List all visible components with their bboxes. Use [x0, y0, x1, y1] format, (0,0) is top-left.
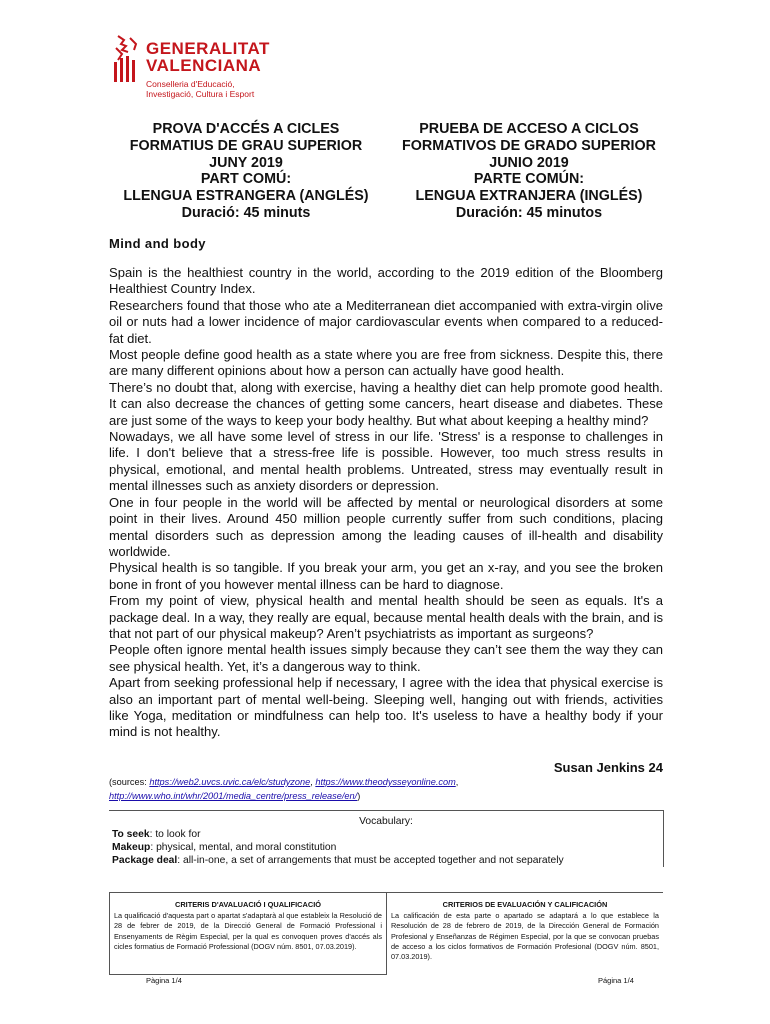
vocabulary-title: Vocabulary:	[359, 816, 413, 827]
section-title: Mind and body	[109, 236, 206, 251]
generalitat-emblem-icon	[112, 34, 142, 84]
paragraph: People often ignore mental health issues simply because they can’t see them the way they can see physical health. Yet, it’s a dangerous way to think.	[109, 642, 663, 674]
criteria-text: La calificación de esta parte o apartado se adaptará a lo que establece la Resolución de 28 de febrero de 2019, de la Dirección General de Formación Profesional y Enseñanzas de Régimen Especial, por la que se convocan pruebas de acceso a los ciclos formativos de Formación Profesional (DOGV núm. 8501, 07.03.2019).	[391, 911, 659, 962]
criteria-table	[109, 892, 663, 975]
criteria-text: La qualificació d'aquesta part o apartat s'adaptarà al que estableix la Resolució de 28 de febrer de 2019, de la Direcció General de Formació Professional i Ensenyaments de Règim Especial, per la qual es convoquen proves d'accés als cicles formatius de Formació Professional (DOGV núm. 8501, 07.03.2019).	[114, 911, 382, 951]
criteria-title: CRITERIOS DE EVALUACIÓN Y CALIFICACIÓN	[442, 900, 608, 909]
header-valencian: PROVA D'ACCÉS A CICLES FORMATIUS DE GRAU SUPERIOR JUNY 2019 PART COMÚ: LLENGUA ESTRANGERA (ANGLÉS) Duració: 45 minuts	[123, 121, 369, 221]
paragraph: Most people define good health as a state where you are free from sickness. Despite this, there are many different opinions about how a person can actually have good health.	[109, 347, 663, 379]
source-link-uvic[interactable]: https://web2.uvcs.uvic.ca/elc/studyzone	[149, 777, 311, 787]
criteria-spanish	[387, 893, 663, 975]
header-spanish: PRUEBA DE ACCESO A CICLOS FORMATIVOS DE GRADO SUPERIOR JUNIO 2019 PARTE COMÚN: LENGUA EXTRANJERA (INGLÉS) Duración: 45 minutos	[402, 121, 656, 221]
paragraph: Nowadays, we all have some level of stress in our life. 'Stress' is a response to challenges in life. I don't believe that a stress-free life is possible. However, too much stress results in physical, emotional, and mental health problems. Untreated, stress may eventually result in mental illnesses such as anxiety disorders or depression.	[109, 429, 663, 494]
paragraph: Researchers found that those who ate a Mediterranean diet accompanied with extra-virgin olive oil or nuts had a lower incidence of major cardiovascular events when compared to a reduced-fat diet.	[109, 297, 663, 346]
criteria-title: CRITERIS D'AVALUACIÓ I QUALIFICACIÓ	[174, 900, 321, 909]
logo-subtitle: Conselleria d'Educació, Investigació, Cultura i Esport	[146, 79, 255, 99]
logo	[112, 34, 282, 106]
paragraph: Spain is the healthiest country in the world, according to the 2019 edition of the Bloomberg Healthiest Country Index.	[109, 265, 663, 297]
source-link-odyssey[interactable]: https://www.theodysseyonline.com	[315, 777, 456, 787]
source-link-who[interactable]: http://www.who.int/whr/2001/media_centre/press_release/en/	[109, 791, 358, 801]
criteria-valencian	[109, 893, 387, 975]
paragraph: From my point of view, physical health and mental health should be seen as equals. It's a package deal. In a way, they really are equal, because mental health deals with the brain, and is that not part of our physical makeup? Aren’t psychiatrists as important as surgeons?	[109, 593, 663, 641]
page-number: Página 1/4	[598, 976, 634, 985]
reading-text	[109, 265, 663, 741]
vocabulary-item: To seek: to look for	[112, 829, 201, 840]
vocabulary-box	[109, 810, 664, 867]
paragraph: There’s no doubt that, along with exercise, having a healthy diet can help promote good health. It can also decrease the chances of getting some cancers, heart disease and diabetes. These are just some of the ways to keep your body healthy. But what about keeping a healthy mind?	[109, 379, 663, 428]
author: Susan Jenkins 24	[553, 760, 663, 775]
vocabulary-item: Makeup: physical, mental, and moral constitution	[112, 842, 337, 853]
page-number: Pàgina 1/4	[146, 976, 182, 985]
logo-title: GENERALITAT VALENCIANA	[146, 39, 270, 75]
paragraph: Apart from seeking professional help if necessary, I agree with the idea that physical exercise is also an important part of mental well-being. Sleeping well, hanging out with friends, activities like Yoga, meditation or mindfulness can help too. It's useless to have a healthy body if your mind is not healthy.	[109, 675, 663, 740]
vocabulary-item: Package deal: all-in-one, a set of arrangements that must be accepted together and not separately	[112, 855, 564, 866]
paragraph: One in four people in the world will be affected by mental or neurological disorders at some point in their lives. Around 450 million people currently suffer from such conditions, placing mental disorders such as depression among the leading causes of ill-health and disability worldwide.	[109, 494, 663, 559]
sources: (sources: https://web2.uvcs.uvic.ca/elc/studyzone, https://www.theodysseyonline.com, http://www.who.int/whr/2001/media_centre/press_release/en/)	[109, 777, 459, 801]
paragraph: Physical health is so tangible. If you break your arm, you get an x-ray, and you see the broken bone in front of you however mental illness can be hard to diagnose.	[109, 560, 663, 592]
